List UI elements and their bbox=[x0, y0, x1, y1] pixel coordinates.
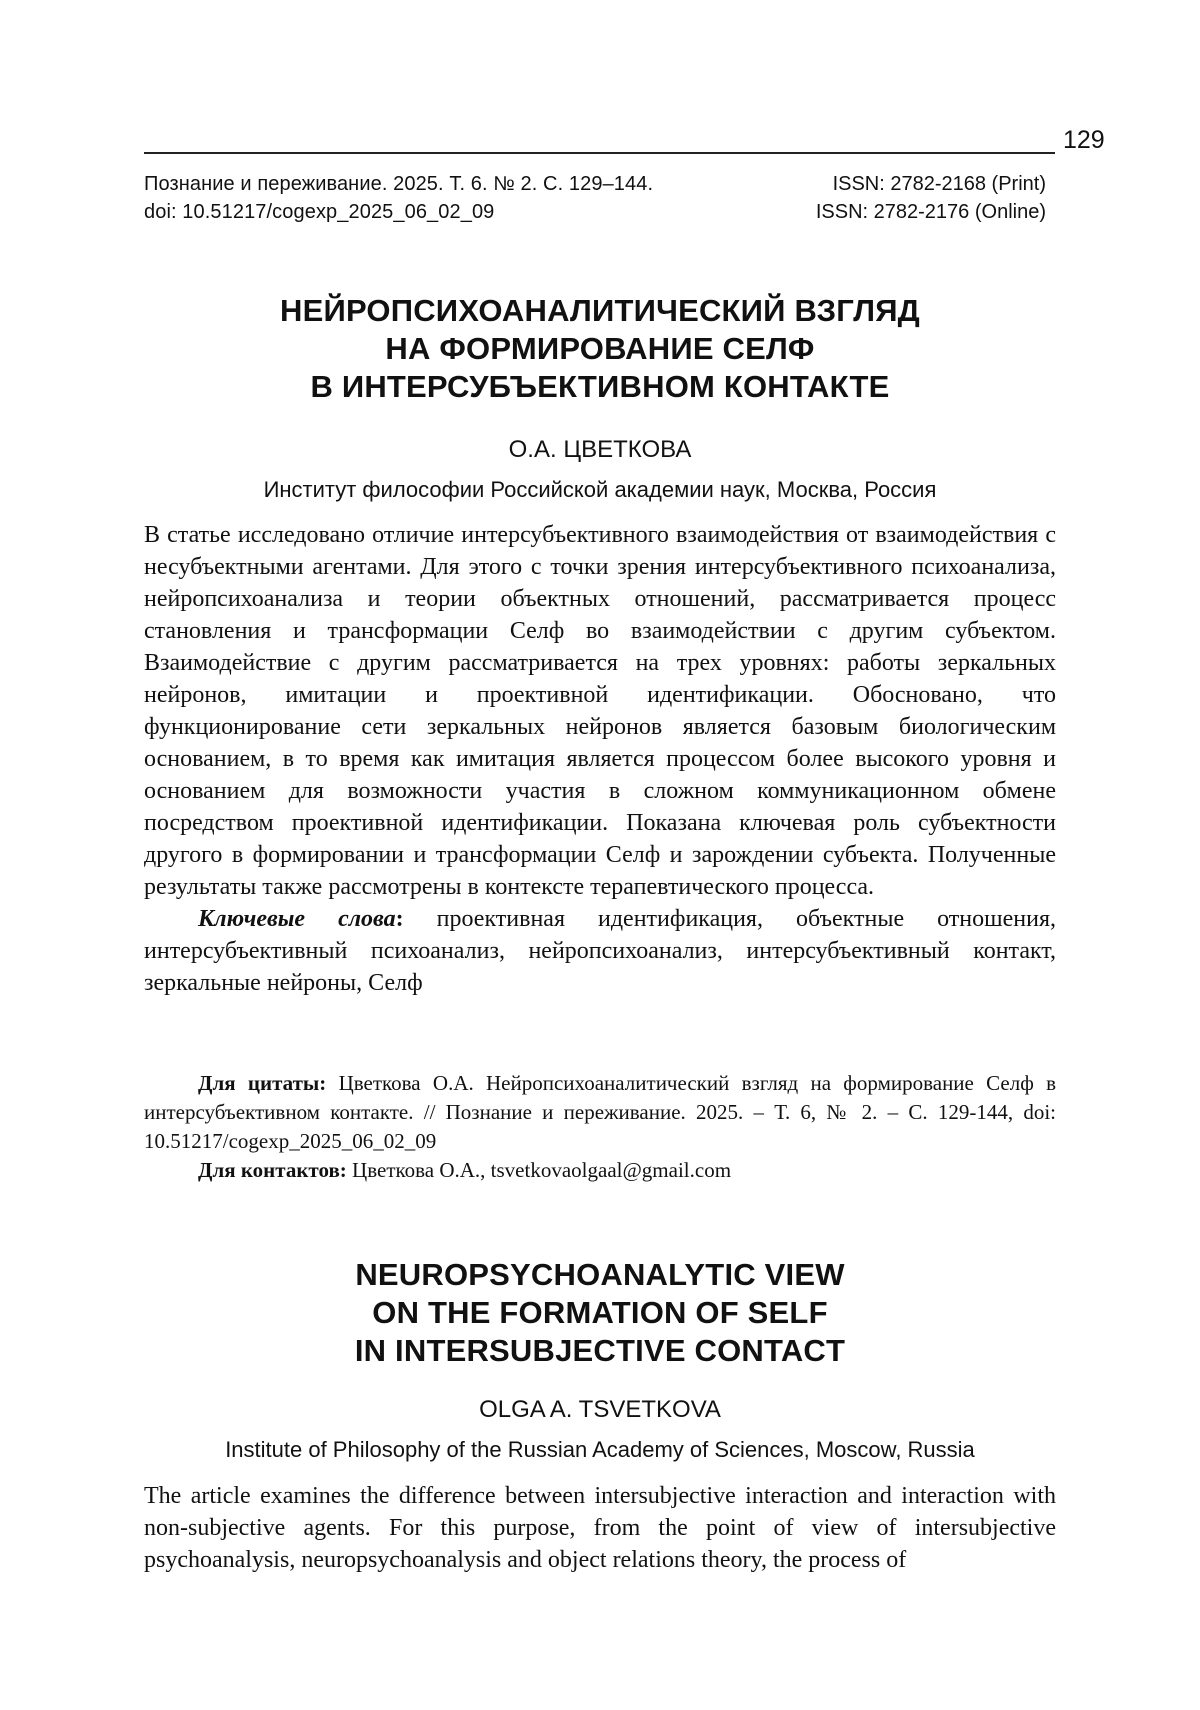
journal-citation: Познание и переживание. 2025. Т. 6. № 2. С. 129–144. bbox=[144, 173, 654, 195]
citation bbox=[144, 1069, 1056, 1156]
english-title-line: ON THE FORMATION OF SELF bbox=[372, 1295, 828, 1330]
contacts-text: Цветкова О.А., tsvetkovaolgaal@gmail.com bbox=[352, 1158, 732, 1182]
citation-block bbox=[144, 1069, 1056, 1185]
keywords-text: проективная идентификация, объектные отношения, интерсубъективный психоанализ, нейропсихоанализ, интерсубъективный контакт, зеркальные нейроны, Селф bbox=[144, 906, 1057, 996]
russian-title-line: НА ФОРМИРОВАНИЕ СЕЛФ bbox=[385, 331, 815, 366]
abstract-text: В статье исследовано отличие интерсубъективного взаимодействия от взаимодействия с несубъектными агентами. Для этого с точки зрения интерсубъективного психоанализа, нейропсихоанализа и теории объектных отношений, рассматривается процесс становления и трансформации Селф во взаимодействии с другим субъектом. Взаимодействие с другим рассматривается на трех уровнях: работы зеркальных нейронов, имитации и проективной идентификации. Обосновано, что функционирование сети зеркальных нейронов является базовым биологическим основанием, в то время как имитация является процессом более высокого уровня и основанием для возможности участия в сложном коммуникационном обмене посредством проективной идентификации. Показана ключевая роль субъектности другого в формировании и трансформации Селф и зарождении субъекта. Полученные результаты также рассмотрены в контексте терапевтического процесса. bbox=[144, 522, 1056, 900]
russian-title bbox=[144, 292, 1056, 406]
issn-print: ISSN: 2782-2168 (Print) bbox=[832, 173, 1046, 195]
english-abstract-text: The article examines the difference between intersubjective interaction and interaction with non-subjective agents. For this purpose, from the point of view of intersubjective psychoanalysis, neuropsychoanalysis and object relations theory, the process of bbox=[144, 1483, 1056, 1573]
russian-title-line: НЕЙРОПСИХОАНАЛИТИЧЕСКИЙ ВЗГЛЯД bbox=[280, 293, 920, 328]
contacts-label: Для контактов: bbox=[198, 1158, 347, 1182]
russian-affiliation: Институт философии Российской академии наук, Москва, Россия bbox=[263, 477, 937, 502]
header-rule bbox=[144, 152, 1055, 154]
english-title bbox=[144, 1256, 1056, 1370]
contacts bbox=[144, 1156, 1056, 1185]
keywords-label: Ключевые слова bbox=[198, 906, 396, 932]
english-author: OLGA A. TSVETKOVA bbox=[479, 1396, 721, 1423]
english-affiliation: Institute of Philosophy of the Russian Academy of Sciences, Moscow, Russia bbox=[225, 1437, 975, 1462]
russian-abstract bbox=[144, 519, 1056, 999]
page-number: 129 bbox=[1063, 126, 1105, 154]
citation-text: Цветкова О.А. Нейропсихоаналитический взгляд на формирование Селф в интерсубъективном контакте. // Познание и переживание. 2025. – Т. 6, № 2. – С. 129-144, doi: 10.51217/cogexp_2025_06_02_09 bbox=[144, 1071, 1056, 1153]
issn-online: ISSN: 2782-2176 (Online) bbox=[815, 201, 1046, 223]
citation-label: Для цитаты: bbox=[198, 1071, 327, 1095]
russian-title-line: В ИНТЕРСУБЪЕКТИВНОМ КОНТАКТЕ bbox=[310, 369, 890, 404]
doi[interactable]: doi: 10.51217/cogexp_2025_06_02_09 bbox=[144, 201, 495, 223]
english-title-line: IN INTERSUBJECTIVE CONTACT bbox=[354, 1333, 846, 1368]
keywords: Ключевые слова: проективная идентификация, объектные отношения, интерсубъективный психоанализ, нейропсихоанализ, интерсубъективный контакт, зеркальные нейроны, Селф bbox=[144, 906, 1057, 996]
english-title-line: NEUROPSYCHOANALYTIC VIEW bbox=[355, 1257, 845, 1292]
english-abstract bbox=[144, 1480, 1056, 1576]
russian-author: О.А. ЦВЕТКОВА bbox=[508, 436, 692, 463]
